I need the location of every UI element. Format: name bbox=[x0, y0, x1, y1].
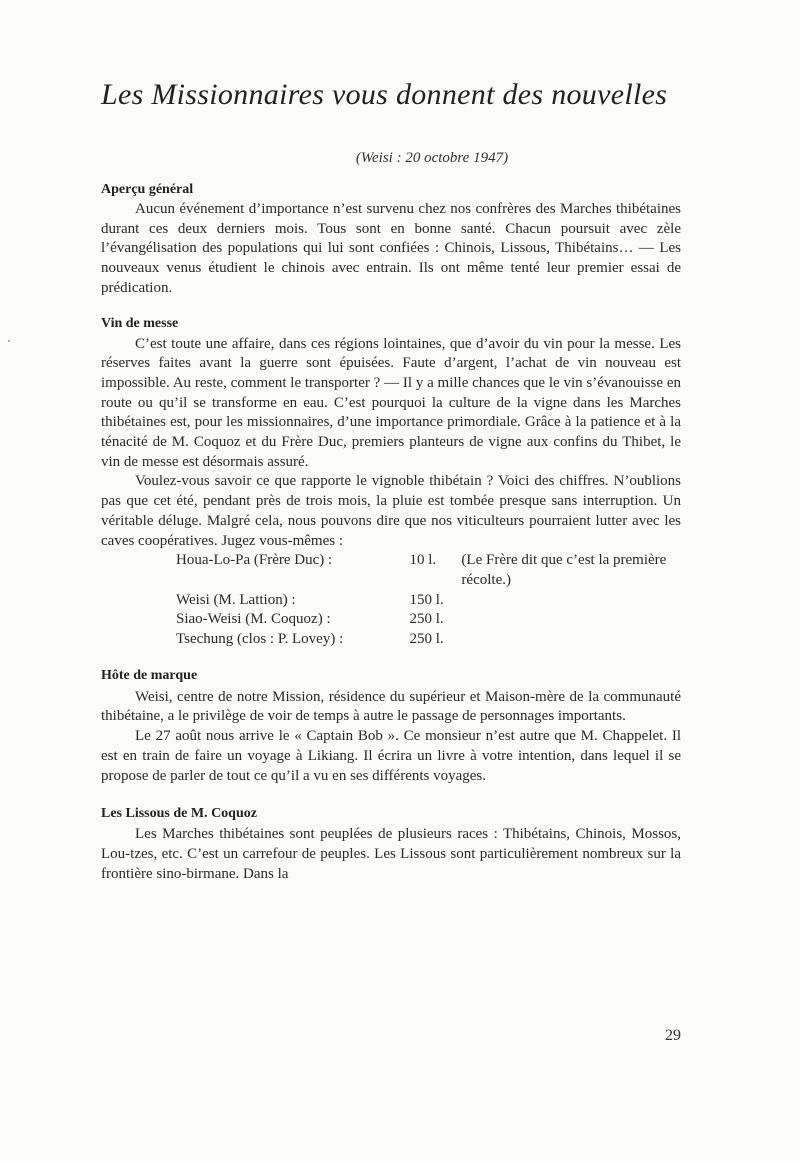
table-row bbox=[176, 630, 681, 650]
harvest-note: (Le Frère dit que c’est la première récolte.) bbox=[461, 552, 667, 588]
paragraph: Les Marches thibétaines sont peuplées de plusieurs races : Thibétains, Chinois, Mossos, Lou-tzes, etc. C’est un carrefour de peuples. Les Lissous sont particulièrement nombreux sur la frontière sino-birmane. Dans la bbox=[101, 826, 681, 882]
page-body bbox=[101, 78, 681, 884]
paragraph: Aucun événement d’importance n’est survenu chez nos confrères des Marches thibétaines durant ces deux derniers mois. Tous sont en bonne santé. Chacun poursuit avec zèle l’évangélisation des populations qui lui sont confiées : Chinois, Lissous, Thibétains… — Les nouveaux venus étudient le chinois avec entrain. Ils ont même tenté leur premier essai de prédication. bbox=[101, 201, 681, 296]
page-number: 29 bbox=[665, 1027, 681, 1044]
table-row bbox=[176, 591, 681, 611]
harvest-place: Houa-Lo-Pa (Frère Duc) : bbox=[176, 552, 333, 569]
harvest-table bbox=[176, 551, 681, 650]
section-heading: Les Lissous de M. Coquoz bbox=[101, 806, 257, 822]
section-heading: Hôte de marque bbox=[101, 667, 198, 683]
paragraph: Le 27 août nous arrive le « Captain Bob ». Ce monsieur n’est autre que M. Chappelet. Il est en train de faire un voyage à Likiang. Il écrira un livre à votre intention, dans lequel il se propose de parler de tout ce qu’il a vu en ses différents voyages. bbox=[101, 728, 681, 784]
harvest-note bbox=[461, 591, 681, 611]
section-heading: Vin de messe bbox=[101, 315, 179, 331]
paragraph: Weisi, centre de notre Mission, résidence du supérieur et Maison-mère de la communauté thibétaine, a le privilège de voir de temps à autre le passage de personnages importants. bbox=[101, 688, 681, 725]
harvest-place: Siao-Weisi (M. Coquoz) : bbox=[176, 611, 331, 628]
section-hote bbox=[101, 668, 681, 787]
page-title: Les Missionnaires vous donnent des nouvelles bbox=[101, 78, 668, 111]
section-apercu bbox=[101, 182, 681, 299]
harvest-quantity: 250 l. bbox=[409, 631, 444, 648]
harvest-place: Weisi (M. Lattion) : bbox=[176, 591, 296, 608]
table-row bbox=[176, 610, 681, 630]
section-vin bbox=[101, 316, 681, 650]
harvest-note bbox=[461, 610, 681, 630]
paragraph: C’est toute une affaire, dans ces régions lointaines, que d’avoir du vin pour la messe. Les réserves faites avant la guerre sont épuisées. Faute d’argent, l’achat de vin nouveau est impossible. Au reste, comment le transporter ? — Il y a mille chances que le vin s’évanouisse en route ou qu’il se transforme en eau. C’est pourquoi la culture de la vigne dans les Marches thibétaines est, pour les missionnaires, d’une importance primordiale. Grâce à la patience et à la ténacité de M. Coquoz et du Frère Duc, premiers planteurs de vigne aux confins du Thibet, le vin de messe est désormais assuré. bbox=[101, 335, 681, 470]
harvest-place: Tsechung (clos : P. Lovey) : bbox=[176, 631, 344, 648]
margin-speck bbox=[8, 340, 10, 342]
harvest-quantity: 10 l. bbox=[409, 552, 437, 569]
harvest-note bbox=[461, 630, 681, 650]
paragraph: Voulez-vous savoir ce que rapporte le vignoble thibétain ? Voici des chiffres. N’oublions pas que cet été, pendant près de trois mois, la pluie est tombée presque sans interruption. Un véritable déluge. Malgré cela, nous pouvons dire que nos viticulteurs pourraient lutter avec les caves coopératives. Jugez vous-mêmes : bbox=[101, 473, 681, 549]
section-lissous bbox=[101, 806, 681, 884]
harvest-quantity: 250 l. bbox=[409, 611, 444, 628]
harvest-quantity: 150 l. bbox=[409, 591, 444, 608]
section-heading: Aperçu général bbox=[101, 182, 194, 197]
table-row bbox=[176, 551, 681, 590]
dateline: (Weisi : 20 octobre 1947) bbox=[355, 150, 509, 166]
